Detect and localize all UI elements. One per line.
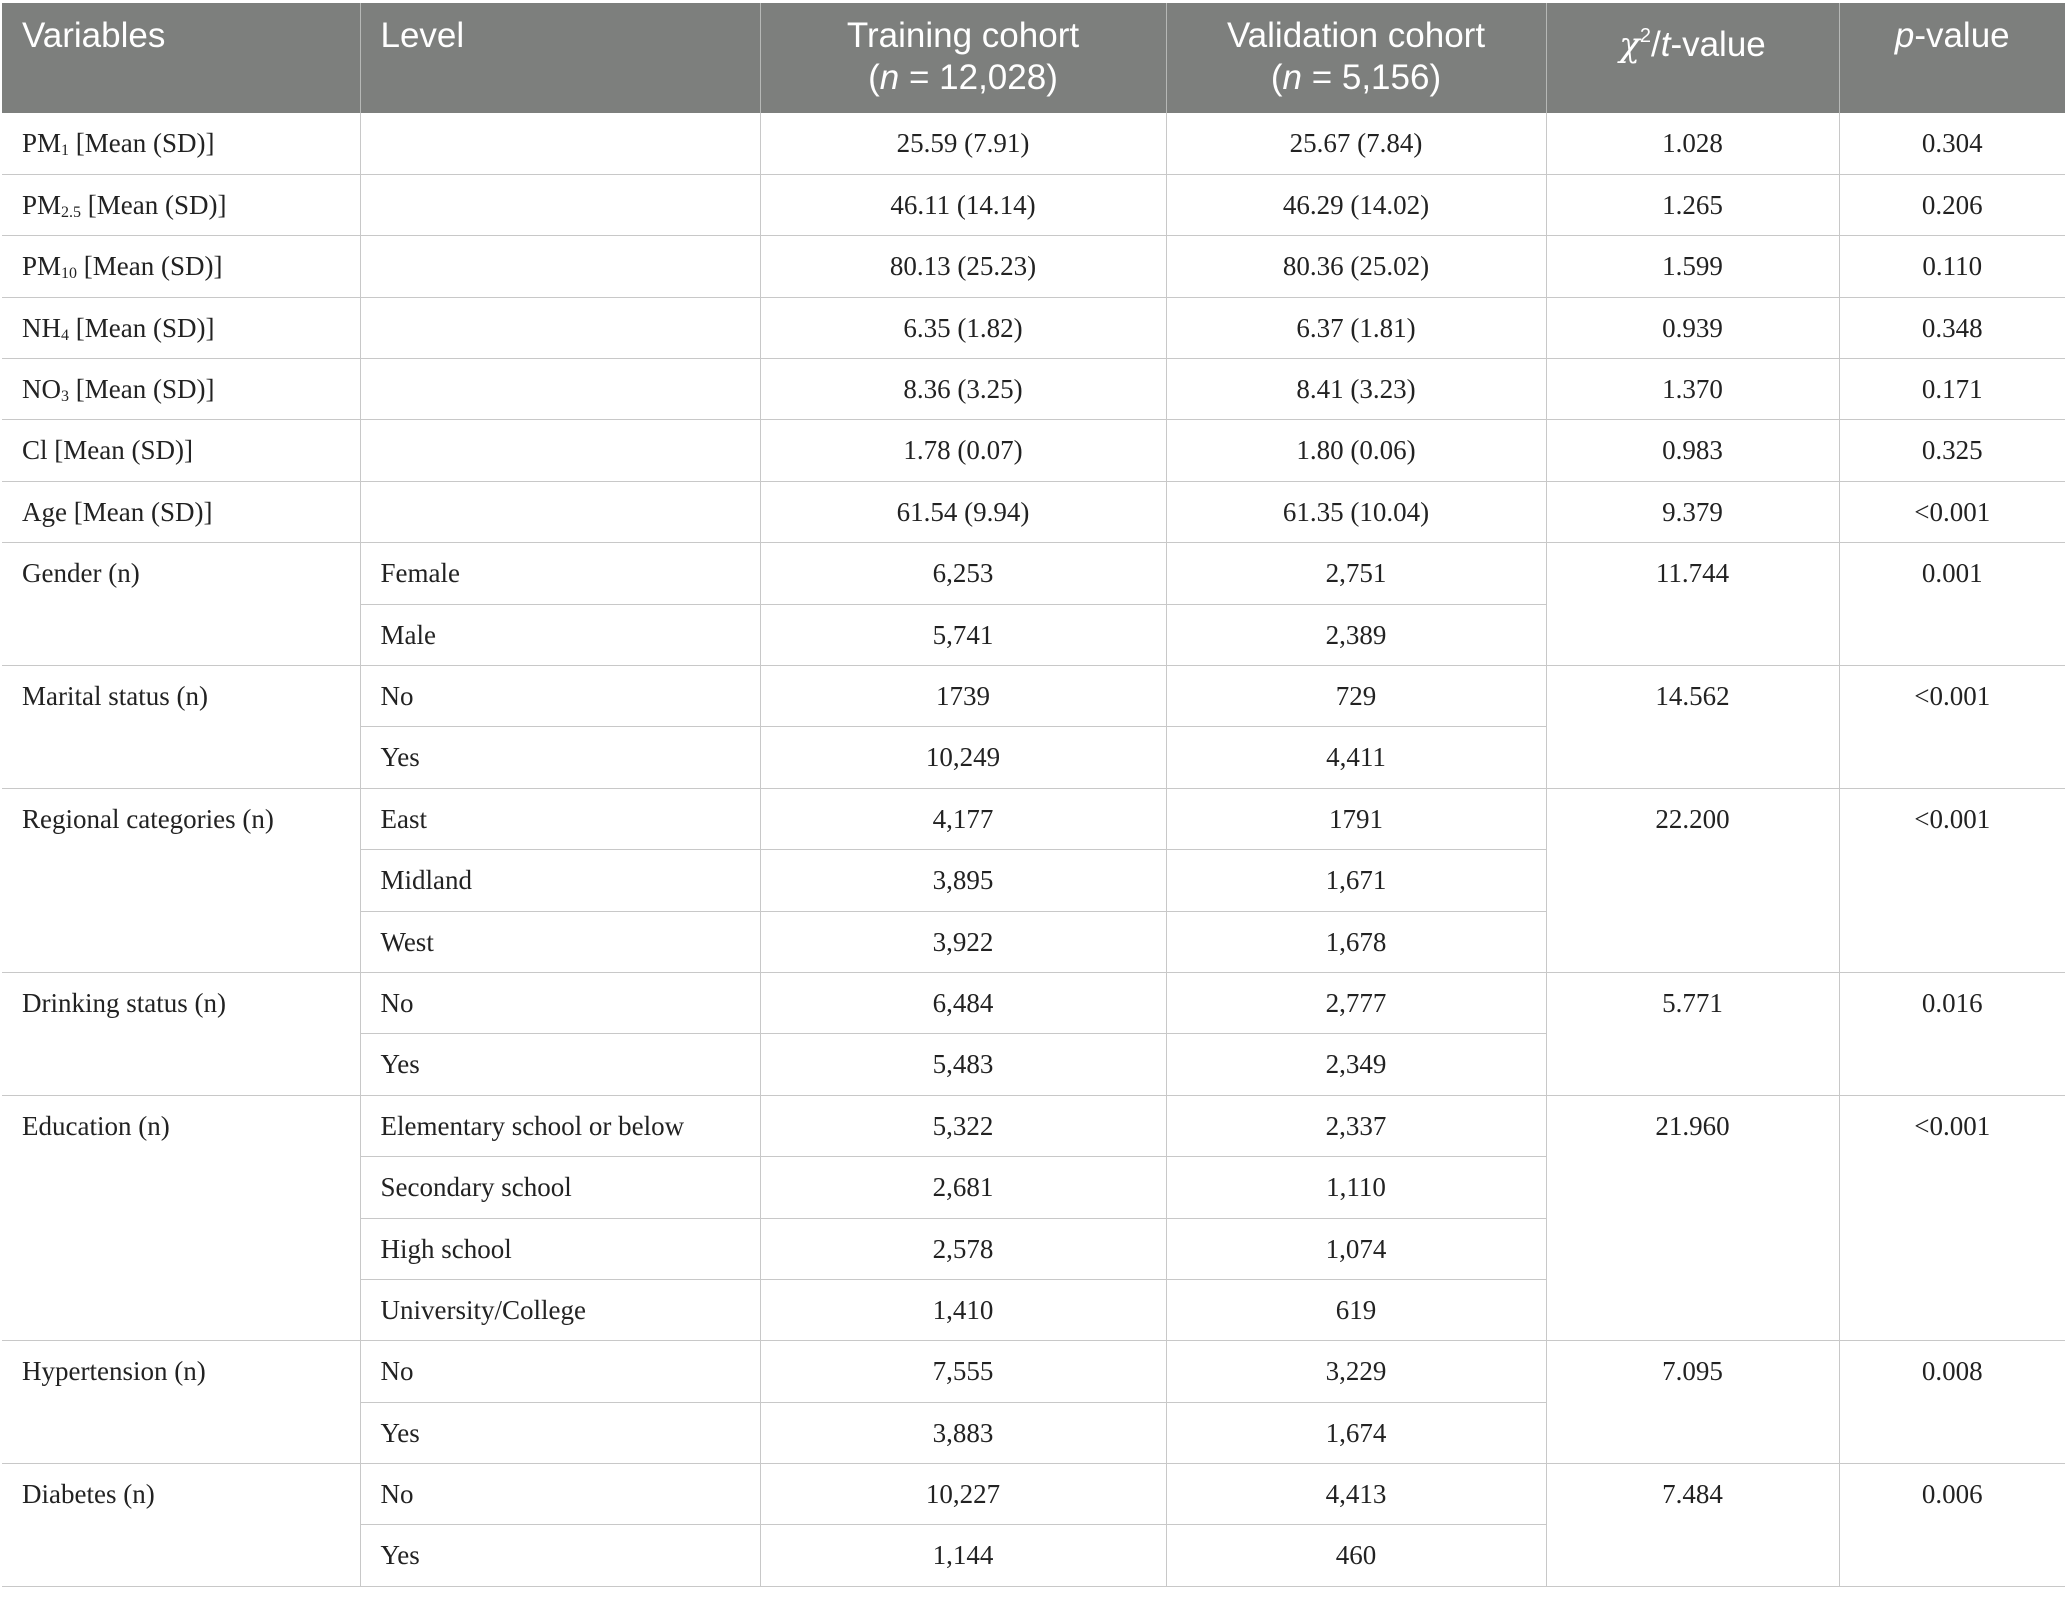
p-value-cell: 0.325 — [1839, 420, 2065, 481]
training-cell: 80.13 (25.23) — [760, 236, 1166, 297]
variable-descriptor: [Mean (SD)] — [47, 435, 193, 466]
p-value-cell: <0.001 — [1839, 481, 2065, 542]
variable-cell — [2, 420, 360, 481]
statistic-cell: 11.744 — [1546, 543, 1839, 666]
statistic-cell: 22.200 — [1546, 788, 1839, 972]
training-cell: 10,227 — [760, 1464, 1166, 1525]
header-validation-n-value: = 5,156) — [1301, 58, 1442, 97]
variable-cell — [2, 113, 360, 174]
header-training-cohort: Training cohort (n = 12,028) — [760, 3, 1166, 113]
variable-subscript: 3 — [61, 388, 69, 406]
training-cell: 10,249 — [760, 727, 1166, 788]
variable-name: PM — [22, 251, 62, 282]
header-validation-cohort: Validation cohort (n = 5,156) — [1166, 3, 1546, 113]
header-statistic — [1546, 3, 1839, 113]
training-cell: 61.54 (9.94) — [760, 481, 1166, 542]
header-chi-slash: / — [1650, 25, 1661, 64]
validation-cell: 2,389 — [1166, 604, 1546, 665]
table-row — [2, 1464, 2065, 1525]
header-p-value — [1839, 3, 2065, 113]
variable-subscript: 1 — [61, 142, 70, 159]
p-value-cell: 0.171 — [1839, 359, 2065, 420]
level-cell — [360, 236, 760, 297]
table-row — [2, 236, 2065, 297]
statistic-cell: 7.095 — [1546, 1341, 1839, 1464]
header-p-suffix: -value — [1914, 16, 2010, 55]
validation-cell: 2,337 — [1166, 1095, 1546, 1156]
training-cell: 1,410 — [760, 1279, 1166, 1340]
validation-cell: 619 — [1166, 1279, 1546, 1340]
p-value-cell: 0.006 — [1839, 1464, 2065, 1587]
table-row — [2, 543, 2065, 604]
variable-cell: Drinking status (n) — [2, 972, 360, 1095]
level-cell: Secondary school — [360, 1157, 760, 1218]
validation-cell: 25.67 (7.84) — [1166, 113, 1546, 174]
p-value-cell: 0.008 — [1839, 1341, 2065, 1464]
table-row — [2, 666, 2065, 727]
level-cell: No — [360, 1341, 760, 1402]
table-header — [2, 3, 2065, 113]
level-cell: High school — [360, 1218, 760, 1279]
table-row — [2, 297, 2065, 358]
training-cell: 6,484 — [760, 972, 1166, 1033]
level-cell: Male — [360, 604, 760, 665]
cohort-comparison-table — [2, 3, 2065, 1587]
statistic-cell: 0.983 — [1546, 420, 1839, 481]
validation-cell: 2,349 — [1166, 1034, 1546, 1095]
variable-subscript: 4 — [61, 326, 69, 344]
level-cell — [360, 420, 760, 481]
header-row — [2, 3, 2065, 113]
variable-descriptor: [Mean (SD)] — [66, 496, 213, 527]
table-row — [2, 481, 2065, 542]
level-cell: No — [360, 972, 760, 1033]
training-cell: 5,741 — [760, 604, 1166, 665]
validation-cell: 1,074 — [1166, 1218, 1546, 1279]
training-cell: 7,555 — [760, 1341, 1166, 1402]
training-cell: 2,578 — [760, 1218, 1166, 1279]
level-cell: East — [360, 788, 760, 849]
level-cell — [360, 481, 760, 542]
level-cell: West — [360, 911, 760, 972]
header-training-n-label: n — [879, 58, 900, 97]
training-cell: 5,322 — [760, 1095, 1166, 1156]
validation-cell: 3,229 — [1166, 1341, 1546, 1402]
p-value-cell: 0.016 — [1839, 972, 2065, 1095]
level-cell: Yes — [360, 727, 760, 788]
training-cell: 46.11 (14.14) — [760, 174, 1166, 235]
statistic-cell: 1.265 — [1546, 174, 1839, 235]
level-cell: Elementary school or below — [360, 1095, 760, 1156]
training-cell: 8.36 (3.25) — [760, 359, 1166, 420]
statistic-cell: 1.370 — [1546, 359, 1839, 420]
header-level: Level — [360, 3, 760, 113]
variable-subscript: 2.5 — [61, 203, 82, 221]
validation-cell: 8.41 (3.23) — [1166, 359, 1546, 420]
p-value-cell: <0.001 — [1839, 666, 2065, 789]
statistic-cell: 5.771 — [1546, 972, 1839, 1095]
variable-descriptor: [Mean (SD)] — [77, 251, 223, 282]
variable-cell — [2, 359, 360, 420]
variable-descriptor: [Mean (SD)] — [69, 128, 215, 158]
header-stat-suffix: -value — [1670, 25, 1766, 64]
variable-name: Age — [22, 496, 67, 527]
table-row — [2, 788, 2065, 849]
p-value-cell: 0.001 — [1839, 543, 2065, 666]
variable-cell: Regional categories (n) — [2, 788, 360, 972]
validation-cell: 6.37 (1.81) — [1166, 297, 1546, 358]
variable-cell — [2, 481, 360, 542]
table-row — [2, 174, 2065, 235]
level-cell: Midland — [360, 850, 760, 911]
statistic-cell: 1.028 — [1546, 113, 1839, 174]
header-t-letter: t — [1660, 25, 1671, 64]
variable-cell: Diabetes (n) — [2, 1464, 360, 1587]
header-validation-n-label: n — [1282, 58, 1302, 97]
validation-cell: 2,751 — [1166, 543, 1546, 604]
table-row — [2, 1095, 2065, 1156]
header-p-letter: p — [1894, 16, 1915, 55]
p-value-cell: 0.348 — [1839, 297, 2065, 358]
validation-cell: 460 — [1166, 1525, 1546, 1586]
statistic-cell: 7.484 — [1546, 1464, 1839, 1587]
variable-name: NH — [22, 312, 61, 343]
level-cell: No — [360, 1464, 760, 1525]
p-value-cell: 0.110 — [1839, 236, 2065, 297]
variable-descriptor: [Mean (SD)] — [69, 312, 215, 343]
level-cell — [360, 174, 760, 235]
validation-cell: 2,777 — [1166, 972, 1546, 1033]
statistic-cell: 1.599 — [1546, 236, 1839, 297]
validation-cell: 1,110 — [1166, 1157, 1546, 1218]
variable-name: PM — [22, 128, 62, 158]
table-row — [2, 420, 2065, 481]
training-cell: 3,883 — [760, 1402, 1166, 1463]
table-row — [2, 359, 2065, 420]
p-value-cell: <0.001 — [1839, 788, 2065, 972]
variable-cell: Education (n) — [2, 1095, 360, 1341]
training-cell: 25.59 (7.91) — [760, 113, 1166, 174]
validation-cell: 1,678 — [1166, 911, 1546, 972]
validation-cell: 4,413 — [1166, 1464, 1546, 1525]
variable-cell: Gender (n) — [2, 543, 360, 666]
validation-cell: 1.80 (0.06) — [1166, 420, 1546, 481]
header-training-n-value: = 12,028) — [899, 58, 1058, 97]
statistic-cell: 21.960 — [1546, 1095, 1839, 1341]
header-chi-sup: 2 — [1639, 25, 1651, 47]
training-cell: 1739 — [760, 666, 1166, 727]
level-cell: Female — [360, 543, 760, 604]
validation-cell: 4,411 — [1166, 727, 1546, 788]
statistic-cell: 9.379 — [1546, 481, 1839, 542]
training-cell: 3,922 — [760, 911, 1166, 972]
level-cell: Yes — [360, 1402, 760, 1463]
level-cell — [360, 113, 760, 174]
header-chi-symbol: χ — [1619, 25, 1640, 65]
variable-subscript: 10 — [61, 265, 78, 283]
variable-descriptor: [Mean (SD)] — [81, 189, 227, 220]
level-cell: University/College — [360, 1279, 760, 1340]
header-validation-title: Validation cohort — [1226, 16, 1486, 55]
variable-name: Cl — [22, 435, 48, 466]
validation-cell: 1791 — [1166, 788, 1546, 849]
table-row — [2, 1341, 2065, 1402]
statistic-cell: 0.939 — [1546, 297, 1839, 358]
variable-cell — [2, 297, 360, 358]
training-cell: 3,895 — [760, 850, 1166, 911]
table-body — [2, 113, 2065, 1586]
variable-cell: Marital status (n) — [2, 666, 360, 789]
statistic-cell: 14.562 — [1546, 666, 1839, 789]
training-cell: 4,177 — [760, 788, 1166, 849]
validation-cell: 46.29 (14.02) — [1166, 174, 1546, 235]
p-value-cell: <0.001 — [1839, 1095, 2065, 1341]
table-row — [2, 113, 2065, 174]
training-cell: 6.35 (1.82) — [760, 297, 1166, 358]
level-cell: No — [360, 666, 760, 727]
variable-cell: Hypertension (n) — [2, 1341, 360, 1464]
validation-cell: 61.35 (10.04) — [1166, 481, 1546, 542]
training-cell: 6,253 — [760, 543, 1166, 604]
variable-descriptor: [Mean (SD)] — [69, 374, 215, 405]
p-value-cell: 0.206 — [1839, 174, 2065, 235]
header-variables: Variables — [2, 3, 360, 113]
table-row — [2, 972, 2065, 1033]
variable-name: NO — [22, 374, 61, 405]
validation-cell: 1,671 — [1166, 850, 1546, 911]
variable-name: PM — [22, 189, 62, 220]
validation-cell: 1,674 — [1166, 1402, 1546, 1463]
level-cell: Yes — [360, 1034, 760, 1095]
training-cell: 1.78 (0.07) — [760, 420, 1166, 481]
header-training-title: Training cohort — [846, 16, 1080, 55]
level-cell — [360, 359, 760, 420]
variable-cell — [2, 236, 360, 297]
training-cell: 1,144 — [760, 1525, 1166, 1586]
validation-cell: 729 — [1166, 666, 1546, 727]
level-cell: Yes — [360, 1525, 760, 1586]
variable-cell — [2, 174, 360, 235]
validation-cell: 80.36 (25.02) — [1166, 236, 1546, 297]
level-cell — [360, 297, 760, 358]
training-cell: 5,483 — [760, 1034, 1166, 1095]
p-value-cell: 0.304 — [1839, 113, 2065, 174]
training-cell: 2,681 — [760, 1157, 1166, 1218]
